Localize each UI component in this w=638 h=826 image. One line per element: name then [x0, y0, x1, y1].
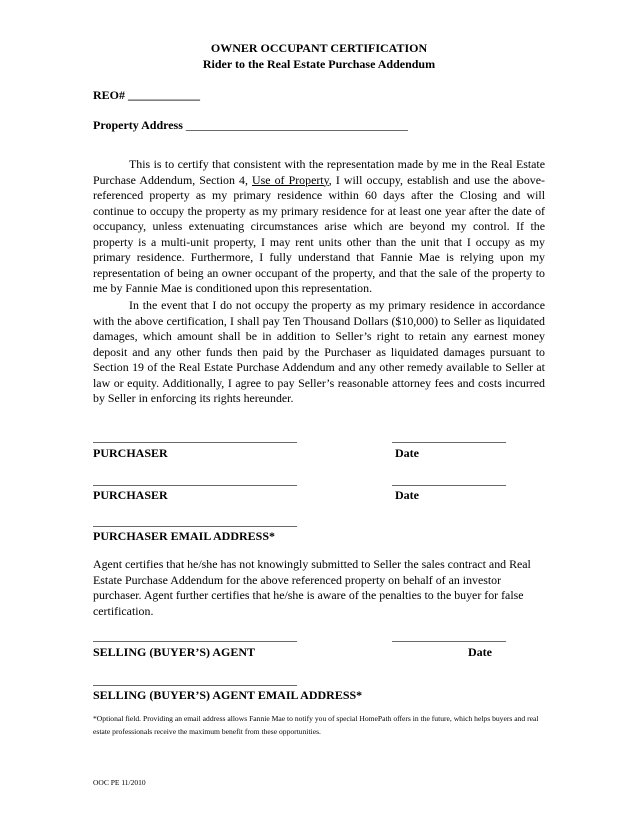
agent-date-label: Date [468, 645, 492, 659]
purchaser-2-date-label: Date [395, 488, 419, 502]
purchaser-2-label: PURCHASER [93, 488, 168, 502]
purchaser-1-signature-line[interactable]: __________________________________ [93, 430, 297, 444]
use-of-property-term: Use of Property [252, 172, 329, 187]
agent-certification-paragraph: Agent certifies that he/she has not knowingly submitted to Seller the sales contract and Real Estate Purchase Addendum for the above referenced property on behalf of an investor purchaser. Agent further certifies that he/she is aware of the penalties to the buyer for false certification. [93, 557, 531, 618]
paragraph-2-text: In the event that I do not occupy the property as my primary residence in accordance with the above certification, I shall pay Ten Thousand Dollars ($10,000) to Seller as liquidated damages, which amount shall be in addition to Seller’s right to retain any earnest money deposit and any other funds then paid by the Purchaser as liquidated damages pursuant to Section 19 of the Real Estate Purchase Addendum and any other remedy available to Seller at law or equity. Additionally, I agree to pay Seller’s reasonable attorney fees and costs incurred by Seller in enforcing its rights hereunder. [93, 298, 545, 405]
purchaser-1-date-line[interactable]: ___________________ [392, 430, 506, 444]
certification-paragraph [93, 157, 545, 297]
reo-label: REO# [93, 88, 126, 102]
paragraph-1-start: This is to certify that consistent with the representation made by me in the Real Estate Purchase Addendum, Section 4, [93, 157, 545, 187]
property-address-label: Property Address [93, 118, 183, 132]
reo-field[interactable] [93, 88, 200, 102]
reo-line: ____________ [128, 88, 201, 102]
property-address-line: _____________________________________ [185, 118, 408, 132]
document-title: OWNER OCCUPANT CERTIFICATION [210, 41, 428, 55]
purchaser-1-label: PURCHASER [93, 446, 168, 460]
agent-signature-line[interactable]: __________________________________ [93, 629, 297, 643]
purchaser-2-signature-line[interactable]: __________________________________ [93, 473, 297, 487]
purchaser-2-date-line[interactable]: ___________________ [392, 473, 506, 487]
purchaser-email-label: PURCHASER EMAIL ADDRESS* [93, 529, 276, 543]
agent-label: SELLING (BUYER’S) AGENT [93, 645, 256, 659]
agent-email-label: SELLING (BUYER’S) AGENT EMAIL ADDRESS* [93, 688, 363, 702]
property-address-field[interactable] [93, 118, 408, 132]
purchaser-email-line[interactable]: __________________________________ [93, 514, 297, 528]
agent-date-line[interactable]: ___________________ [392, 629, 506, 643]
optional-field-note: *Optional field. Providing an email address allows Fannie Mae to notify you of special HomePath offers in the future, which helps buyers and real estate professionals receive the maximum benefit from these opportunities. [93, 714, 539, 736]
agent-email-line[interactable]: __________________________________ [93, 673, 297, 687]
liquidated-damages-paragraph [93, 298, 545, 407]
paragraph-1-end: , I will occupy, establish and use the above-referenced property as my primary residence within 60 days after the Closing and will continue to occupy the property as my primary residence for at least one year after the date of occupancy, unless extenuating circumstances arise which are beyond my control. If the property is a multi-unit property, I may rent units other than the unit that I occupy as my primary residence. Furthermore, I fully understand that Fannie Mae is relying upon my representation of being an owner occupant of the property, and that the sale of the property to me by Fannie Mae is conditioned upon this representation. [93, 172, 545, 295]
form-footer-code: OOC PE 11/2010 [93, 778, 146, 787]
document-subtitle: Rider to the Real Estate Purchase Addendum [202, 57, 436, 71]
purchaser-1-date-label: Date [395, 446, 419, 460]
